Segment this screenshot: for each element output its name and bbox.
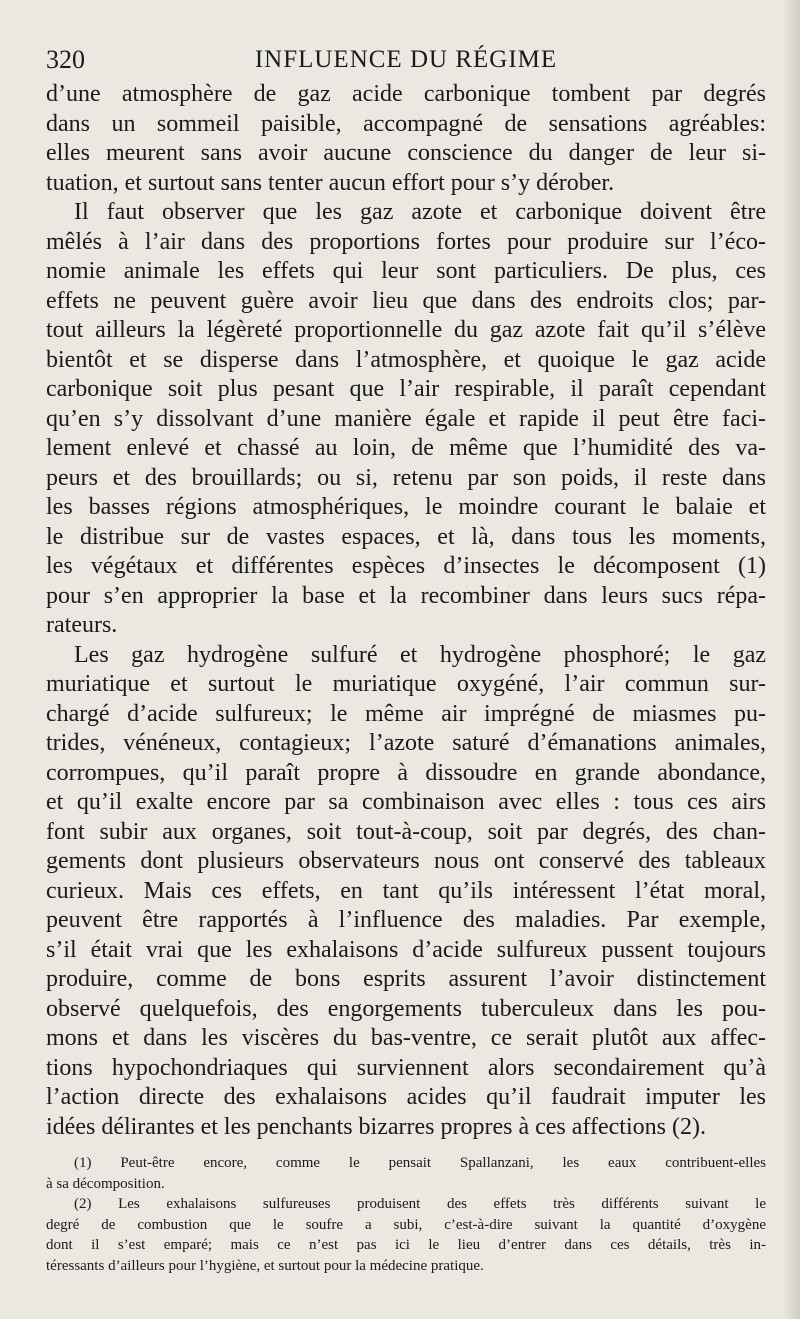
text-line: nomie animale les effets qui leur sont particuliers. De plus, ces xyxy=(46,258,766,284)
text-line: peuvent être rapportés à l’influence des maladies. Par exemple, xyxy=(46,907,766,933)
text-line: les végétaux et différentes espèces d’insectes le décomposent (1) xyxy=(46,553,766,579)
text-line: idées délirantes et les penchants bizarres propres à ces affections (2). xyxy=(46,1113,706,1140)
text-line: observé quelquefois, des engorgements tuberculeux dans les pou- xyxy=(46,995,766,1022)
text-line: dans un sommeil paisible, accompagné de sensations agréables: xyxy=(46,110,766,137)
body-text xyxy=(46,80,766,1142)
text-line: et qu’il exalte encore par sa combinaison avec elles : tous ces airs xyxy=(46,789,766,815)
footnote-line: (1) Peut-être encore, comme le pensait Spallanzani, les eaux contribuent-elles xyxy=(74,1155,766,1171)
footnote-line: degré de combustion que le soufre a subi, c’est-à-dire suivant la quantité d’oxygène xyxy=(46,1216,766,1233)
running-title: INFLUENCE DU RÉGIME xyxy=(254,46,558,73)
text-line: rateurs. xyxy=(46,612,118,638)
text-line: pour s’en approprier la base et la recombiner dans leurs sucs répa- xyxy=(46,582,766,609)
text-line: les basses régions atmosphériques, le moindre courant le balaie et xyxy=(46,494,766,520)
text-line: curieux. Mais ces effets, en tant qu’ils intéressent l’état moral, xyxy=(46,877,766,904)
footnote-line: (2) Les exhalaisons sulfureuses produisent des effets très différents suivant le xyxy=(74,1196,766,1212)
text-line: s’il était vrai que les exhalaisons d’acide sulfureux pussent toujours xyxy=(46,936,766,963)
footnote-line: dont il s’est emparé; mais ce n’est pas ici le lieu d’entrer dans ces détails, très in- xyxy=(46,1237,766,1253)
text-line: elles meurent sans avoir aucune conscience du danger de leur si- xyxy=(46,140,766,166)
footnote-line: à sa décomposition. xyxy=(46,1175,165,1192)
page-header xyxy=(46,42,766,78)
text-line: Les gaz hydrogène sulfuré et hydrogène phosphoré; le gaz xyxy=(74,641,766,668)
page-number: 320 xyxy=(46,45,85,74)
text-line: peurs et des brouillards; ou si, retenu par son poids, il reste dans xyxy=(46,464,766,491)
text-line: muriatique et surtout le muriatique oxygéné, l’air commun sur- xyxy=(46,671,766,697)
text-line: bientôt et se disperse dans l’atmosphère, et quoique le gaz acide xyxy=(46,346,766,373)
text-line: corrompues, qu’il paraît propre à dissoudre en grande abondance, xyxy=(46,759,766,786)
text-line: qu’en s’y dissolvant d’une manière égale et rapide il peut être faci- xyxy=(46,405,766,432)
footnotes xyxy=(46,1153,766,1276)
text-line: tions hypochondriaques qui surviennent alors secondairement qu’à xyxy=(46,1054,766,1081)
text-line: l’action directe des exhalaisons acides qu’il faudrait imputer les xyxy=(46,1084,766,1110)
text-line: tuation, et surtout sans tenter aucun effort pour s’y dérober. xyxy=(46,169,615,196)
footnote-line: téressants d’ailleurs pour l’hygiène, et surtout pour la médecine pratique. xyxy=(46,1257,484,1274)
text-line: gements dont plusieurs observateurs nous ont conservé des tableaux xyxy=(46,848,766,874)
text-line: d’une atmosphère de gaz acide carbonique tombent par degrés xyxy=(46,81,766,107)
text-line: effets ne peuvent guère avoir lieu que dans des endroits clos; par- xyxy=(46,287,766,314)
text-line: mêlés à l’air dans des proportions fortes pour produire sur l’éco- xyxy=(46,228,766,255)
page-edge-shadow xyxy=(782,0,800,1319)
text-line: lement enlevé et chassé au loin, de même que l’humidité des va- xyxy=(46,435,766,461)
text-line: font subir aux organes, soit tout-à-coup, soit par degrés, des chan- xyxy=(46,818,766,845)
text-line: mons et dans les viscères du bas-ventre, ce serait plutôt aux affec- xyxy=(46,1025,766,1051)
text-line: produire, comme de bons esprits assurent l’avoir distinctement xyxy=(46,966,766,992)
text-line: trides, vénéneux, contagieux; l’azote saturé d’émanations animales, xyxy=(46,730,766,756)
text-line: le distribue sur de vastes espaces, et là, dans tous les moments, xyxy=(46,523,766,550)
text-line: carbonique soit plus pesant que l’air respirable, il paraît cependant xyxy=(46,376,766,402)
text-line: tout ailleurs la légèreté proportionnelle du gaz azote fait qu’il s’élève xyxy=(46,317,766,343)
text-line: chargé d’acide sulfureux; le même air imprégné de miasmes pu- xyxy=(46,700,766,727)
text-line: Il faut observer que les gaz azote et carbonique doivent être xyxy=(74,199,766,225)
